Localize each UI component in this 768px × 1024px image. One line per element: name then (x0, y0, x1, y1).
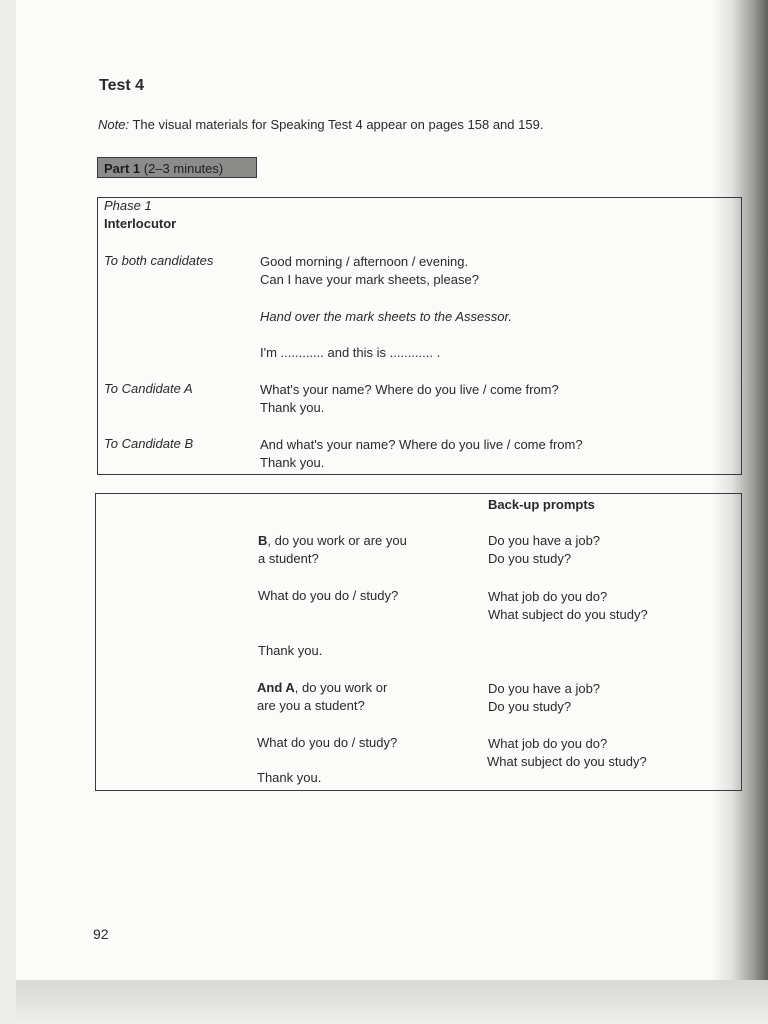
note-label: Note: (98, 117, 130, 132)
question-line: a student? (258, 551, 319, 566)
backup-prompt: Do you have a job? (488, 681, 601, 696)
interlocutor-label: Interlocutor (104, 216, 177, 231)
backup-prompt: What job do you do? (488, 589, 608, 604)
addressee-both: To both candidates (104, 253, 214, 268)
test-title: Test 4 (99, 77, 145, 94)
note-text: The visual materials for Speaking Test 4 appear on pages 158 and 159. (129, 117, 544, 132)
question-line: Thank you. (257, 770, 322, 785)
script-line: Thank you. (260, 400, 325, 415)
backup-prompt: What job do you do? (488, 736, 608, 751)
question-line: Thank you. (258, 643, 323, 658)
candidate-letter: And A (257, 680, 295, 695)
phase-box (97, 197, 742, 475)
note-line (98, 117, 543, 132)
backup-prompt: Do you study? (488, 699, 572, 714)
part-name: Part 1 (104, 161, 141, 176)
backup-header: Back-up prompts (488, 497, 595, 512)
question-line: And A, do you work or (257, 680, 388, 695)
script-line: What's your name? Where do you live / come from? (260, 382, 559, 397)
addressee-candidate-b: To Candidate B (104, 436, 194, 451)
part-duration: (2–3 minutes) (140, 161, 224, 176)
backup-prompt: What subject do you study? (488, 607, 648, 622)
script-line: And what's your name? Where do you live / come from? (260, 437, 583, 452)
backup-prompt: Do you have a job? (488, 533, 601, 548)
stage-direction: Hand over the mark sheets to the Assessor. (260, 309, 512, 324)
phase-label: Phase 1 (104, 198, 152, 213)
candidate-letter: B (258, 533, 268, 548)
question-line: What do you do / study? (258, 588, 399, 603)
script-line: Can I have your mark sheets, please? (260, 272, 479, 287)
backup-prompt: Do you study? (488, 551, 572, 566)
part-label (97, 157, 257, 178)
page-number: 92 (93, 926, 109, 942)
page-bottom-shadow (16, 980, 768, 1024)
script-line: Thank you. (260, 455, 325, 470)
question-line: B, do you work or are you (258, 533, 407, 548)
script-line: Good morning / afternoon / evening. (260, 254, 469, 269)
question-line: What do you do / study? (257, 735, 398, 750)
script-line: I'm ............ and this is ............ . (260, 345, 441, 360)
book-page (16, 0, 738, 980)
question-line: are you a student? (257, 698, 365, 713)
backup-prompt: What subject do you study? (487, 754, 647, 769)
addressee-candidate-a: To Candidate A (104, 381, 193, 396)
backup-box (95, 493, 742, 791)
